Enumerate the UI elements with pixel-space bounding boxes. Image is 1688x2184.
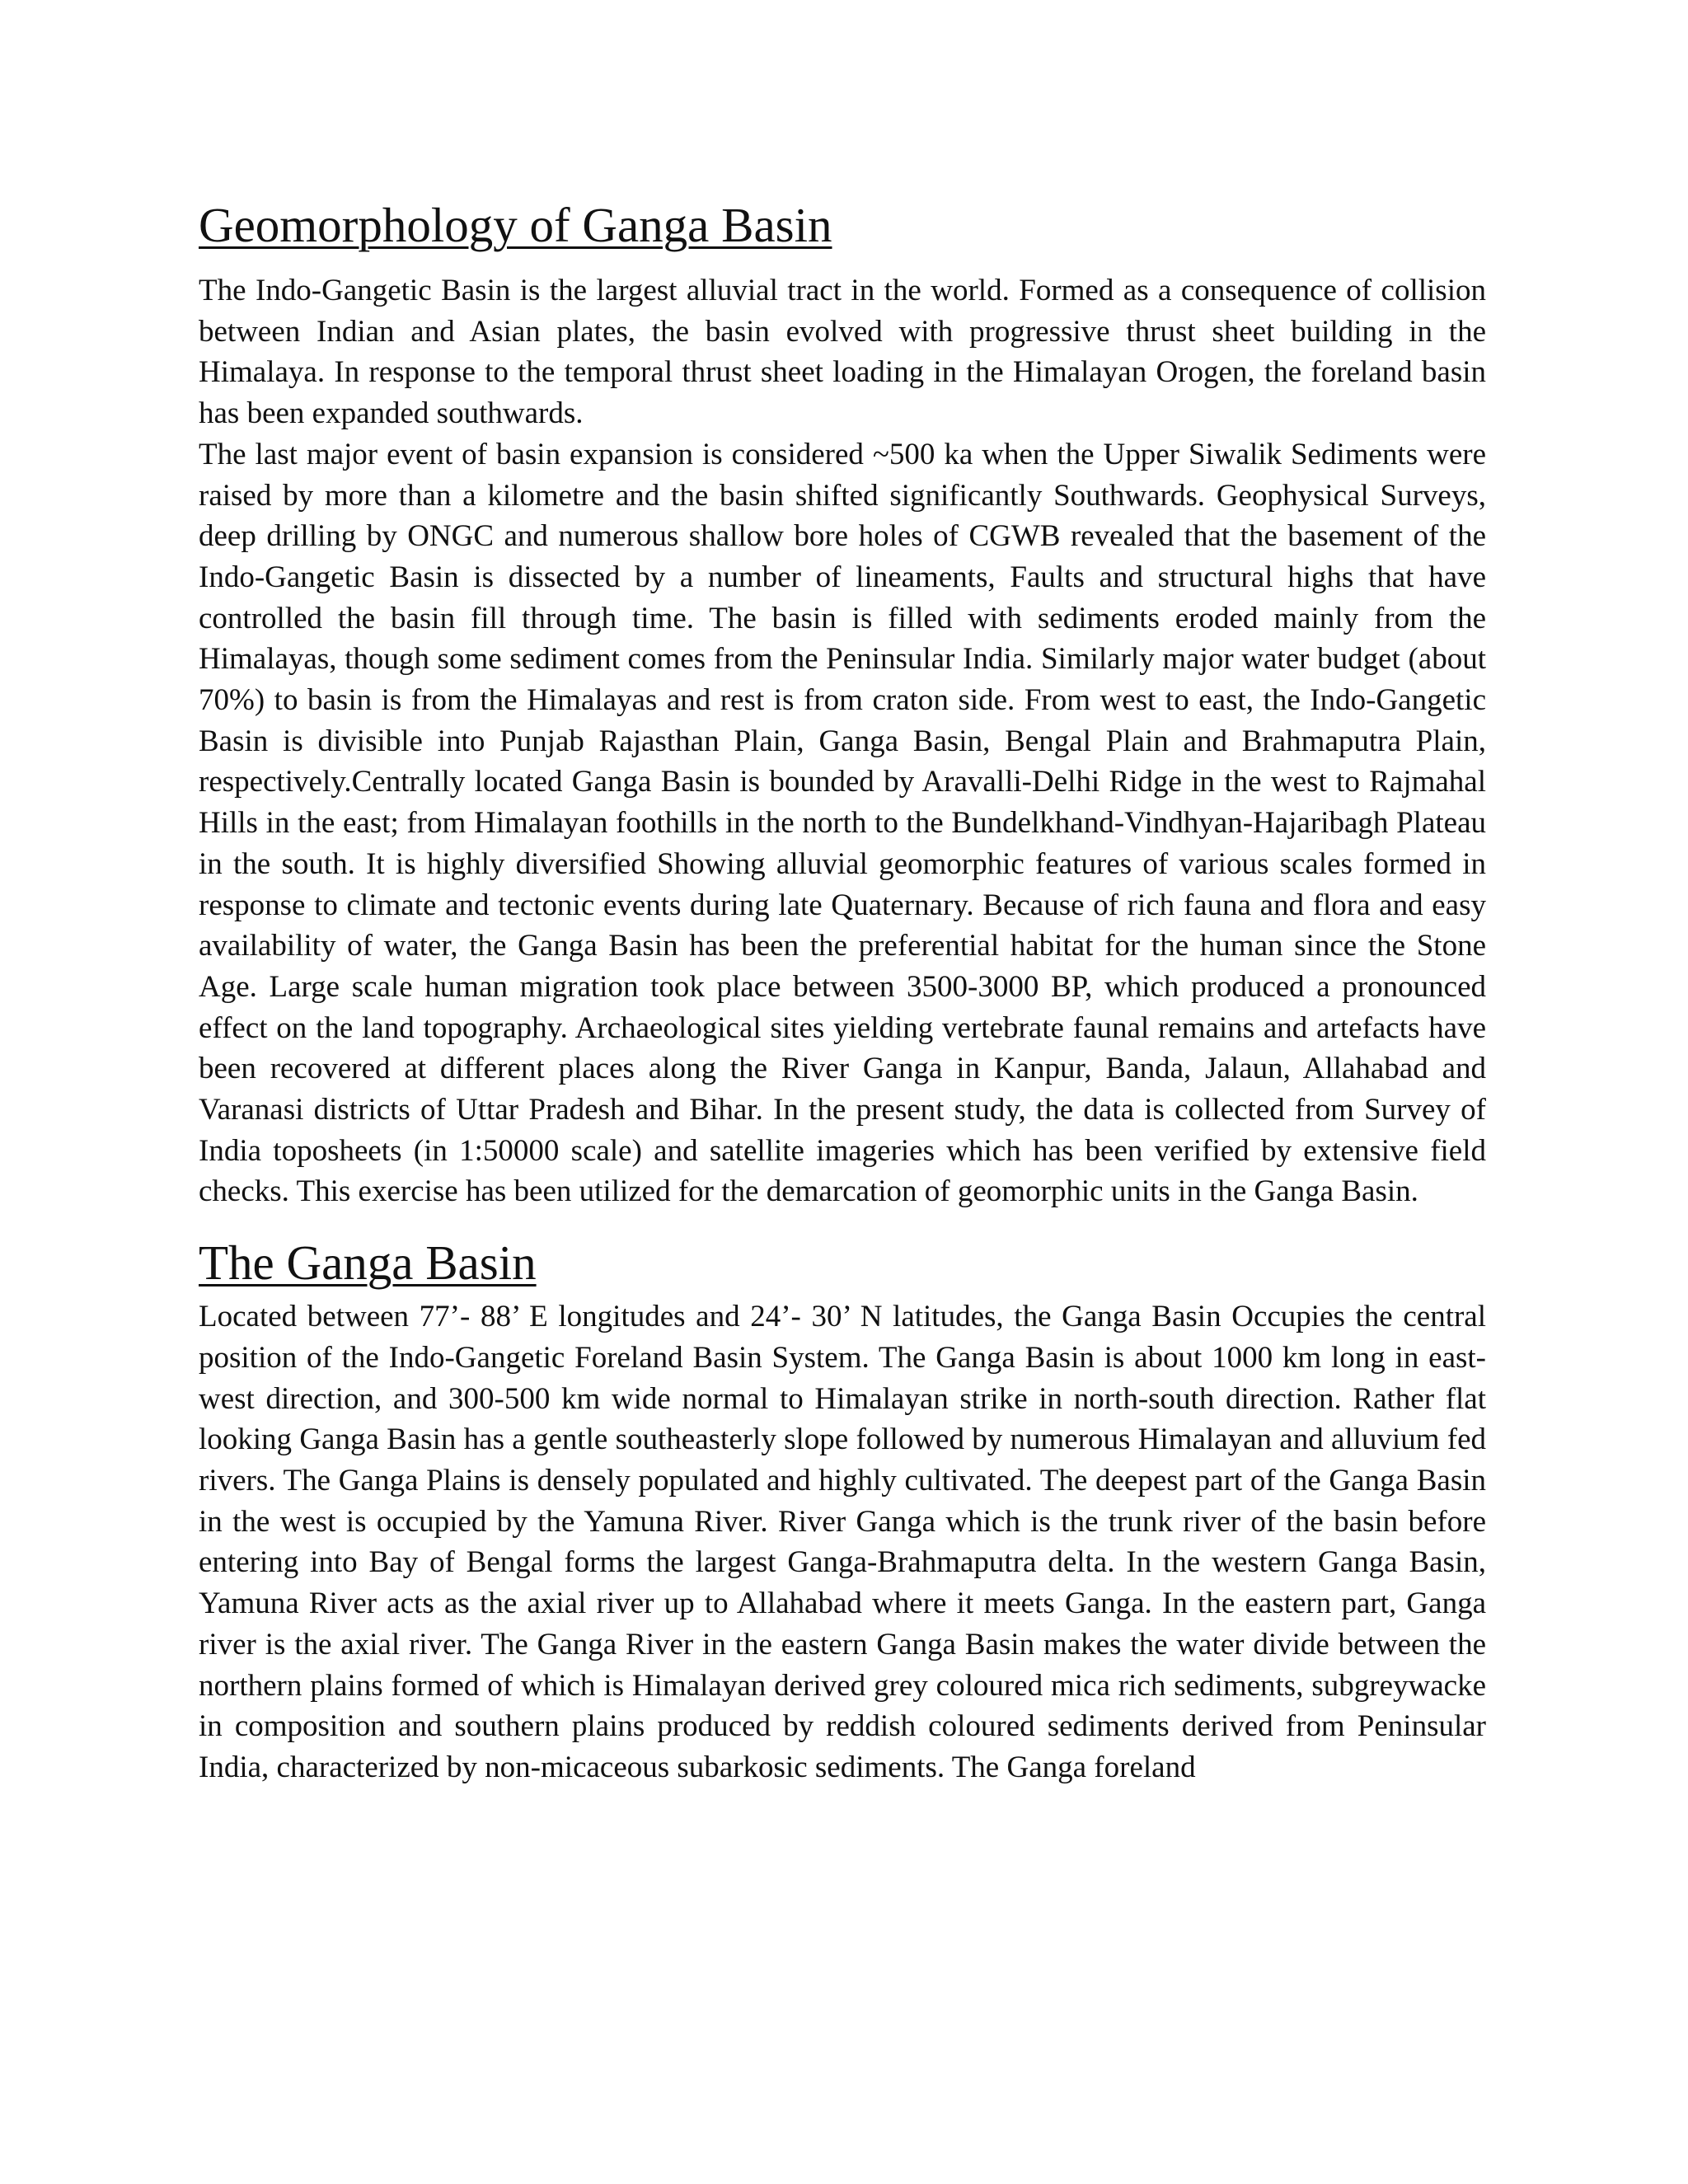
intro-paragraph-1: The Indo-Gangetic Basin is the largest alluvial tract in the world. Formed as a consequence of collision between Indian and Asian plates, the basin evolved with progressive thrust sheet building in the Himalaya. In response to the temporal thrust sheet loading in the Himalayan Orogen, the foreland basin has been expanded southwards. <box>199 274 1486 431</box>
intro-paragraph-2: The last major event of basin expansion is considered ~500 ka when the Upper Siwalik Sediments were raised by more than a kilometre and the basin shifted significantly Southwards. Geophysical Surveys, deep drilling by ONGC and numerous shallow bore holes of CGWB revealed that the basement of the Indo-Gangetic Basin is dissected by a number of lineaments, Faults and structural highs that have controlled the basin fill through time. The basin is filled with sediments eroded mainly from the Himalayas, though some sediment comes from the Peninsular India. Similarly major water budget (about 70%) to basin is from the Himalayas and rest is from craton side. From west to east, the Indo-Gangetic Basin is divisible into Punjab Rajasthan Plain, Ganga Basin, Bengal Plain and Brahmaputra Plain, respectively.Centrally located Ganga Basin is bounded by Aravalli-Delhi Ridge in the west to Rajmahal Hills in the east; from Himalayan foothills in the north to the Bundelkhand-Vindhyan-Hajaribagh Plateau in the south. It is highly diversified Showing alluvial geomorphic features of various scales formed in response to climate and tectonic events during late Quaternary. Because of rich fauna and flora and easy availability of water, the Ganga Basin has been the preferential habitat for the human since the Stone Age. Large scale human migration took place between 3500-3000 BP, which produced a pronounced effect on the land topography. Archaeological sites yielding vertebrate faunal remains and artefacts have been recovered at different places along the River Ganga in Kanpur, Banda, Jalaun, Allahabad and Varanasi districts of Uttar Pradesh and Bihar. In the present study, the data is collected from Survey of India toposheets (in 1:50000 scale) and satellite imageries which has been verified by extensive field checks. This exercise has been utilized for the demarcation of geomorphic units in the Ganga Basin. <box>199 437 1486 1209</box>
section-heading: The Ganga Basin <box>199 1235 537 1291</box>
document-title: Geomorphology of Ganga Basin <box>199 198 832 252</box>
document-page <box>199 191 1486 1788</box>
section-paragraph: Located between 77’- 88’ E longitudes and 24’- 30’ N latitudes, the Ganga Basin Occupies the central position of the Indo-Gangetic Foreland Basin System. The Ganga Basin is about 1000 km long in east-west direction, and 300-500 km wide normal to Himalayan strike in north-south direction. Rather flat looking Ganga Basin has a gentle southeasterly slope followed by numerous Himalayan and alluvium fed rivers. The Ganga Plains is densely populated and highly cultivated. The deepest part of the Ganga Basin in the west is occupied by the Yamuna River. River Ganga which is the trunk river of the basin before entering into Bay of Bengal forms the largest Ganga-Brahmaputra delta. In the western Ganga Basin, Yamuna River acts as the axial river up to Allahabad where it meets Ganga. In the eastern part, Ganga river is the axial river. The Ganga River in the eastern Ganga Basin makes the water divide between the northern plains formed of which is Himalayan derived grey coloured mica rich sediments, subgreywacke in composition and southern plains produced by reddish coloured sediments derived from Peninsular India, characterized by non-micaceous subarkosic sediments. The Ganga foreland <box>199 1300 1486 1784</box>
